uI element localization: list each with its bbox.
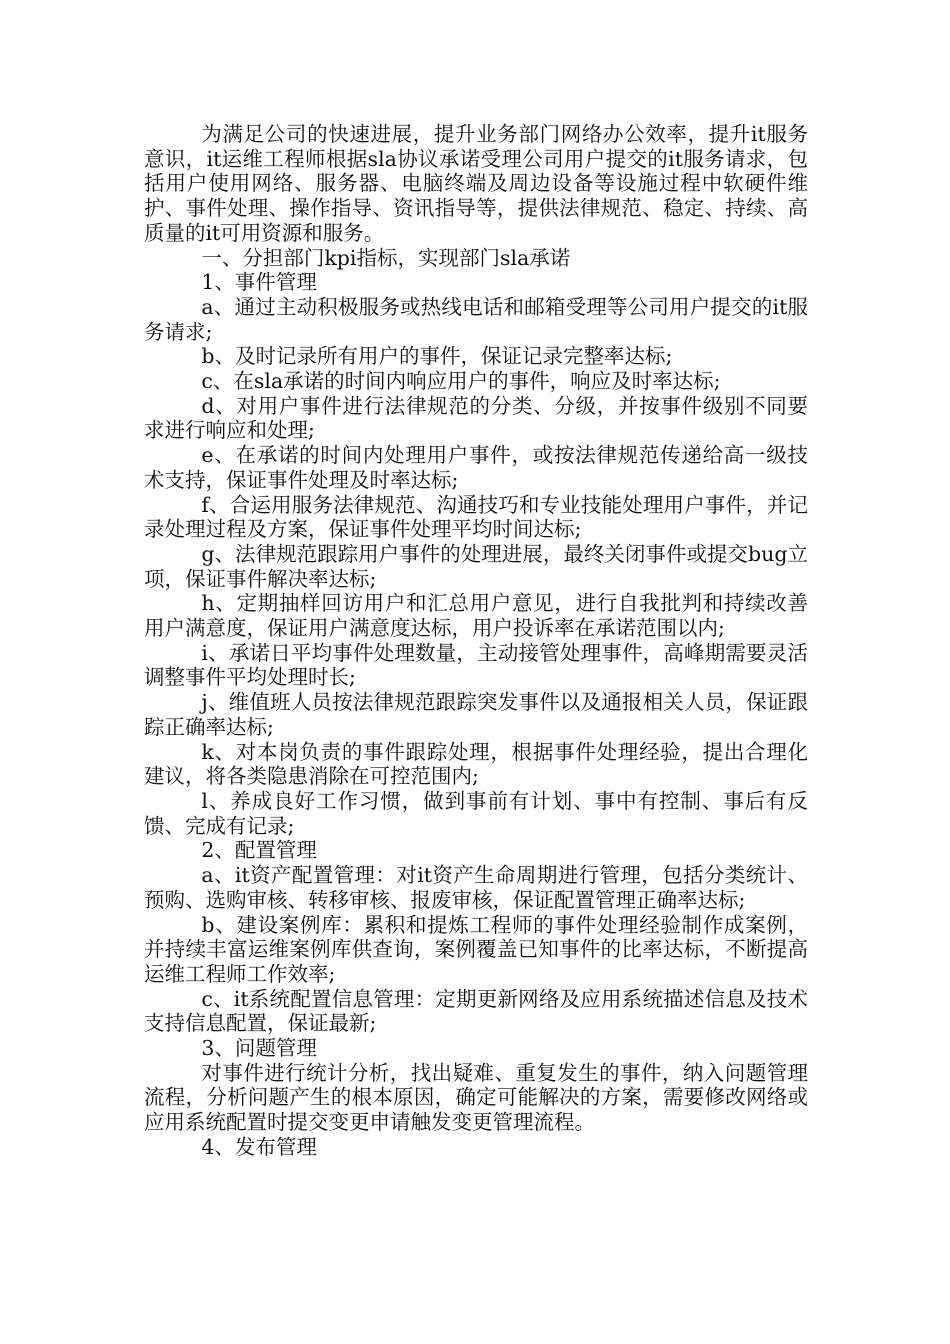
problem-paragraph: 对事件进行统计分析，找出疑难、重复发生的事件，纳入问题管理流程，分析问题产生的根本原因，确定可能解决的方案，需要修改网络或应用系统配置时提交变更申请触发变更管理流程。 — [144, 1060, 808, 1135]
incident-item-a: a、通过主动积极服务或热线电话和邮箱受理等公司用户提交的it服务请求; — [144, 294, 808, 344]
incident-item-e: e、在承诺的时间内处理用户事件，或按法律规范传递给高一级技术支持，保证事件处理及时率达标; — [144, 443, 808, 492]
config-item-a: a、it资产配置管理：对it资产生命周期进行管理，包括分类统计、预购、选购审核、转移审核、报废审核，保证配置管理正确率达标; — [144, 863, 808, 912]
incident-item-l: l、养成良好工作习惯，做到事前有计划、事中有控制、事后有反馈、完成有记录; — [144, 788, 808, 838]
incident-item-k: k、对本岗负责的事件跟踪处理，根据事件处理经验，提出合理化建议，将各类隐患消除在可控范围内; — [144, 739, 808, 789]
incident-item-j: j、维值班人员按法律规范跟踪突发事件以及通报相关人员，保证跟踪正确率达标; — [144, 690, 808, 739]
config-item-b: b、建设案例库：累积和提炼工程师的事件处理经验制作成案例，并持续丰富运维案例库供查询，案例覆盖已知事件的比率达标，不断提高运维工程师工作效率; — [144, 912, 808, 986]
section-heading-kpi: 一、分担部门kpi指标，实现部门sla承诺 — [201, 245, 571, 270]
incident-item-i: i、承诺日平均事件处理数量，主动接管处理事件，高峰期需要灵活调整事件平均处理时长; — [144, 640, 808, 690]
incident-item-f: f、合运用服务法律规范、沟通技巧和专业技能处理用户事件，并记录处理过程及方案，保证事件处理平均时间达标; — [144, 492, 808, 542]
incident-item-h: h、定期抽样回访用户和汇总用户意见，进行自我批判和持续改善用户满意度，保证用户满意度达标，用户投诉率在承诺范围以内; — [144, 591, 808, 641]
incident-item-c: c、在sla承诺的时间内响应用户的事件，响应及时率达标; — [201, 369, 721, 394]
subsection-heading-config: 2、配置管理 — [201, 838, 317, 863]
subsection-heading-incident: 1、事件管理 — [201, 270, 317, 295]
subsection-heading-release: 4、发布管理 — [201, 1134, 317, 1159]
incident-item-g: g、法律规范跟踪用户事件的处理进展，最终关闭事件或提交bug立项，保证事件解决率达标; — [144, 541, 808, 591]
subsection-heading-problem: 3、问题管理 — [201, 1036, 317, 1061]
incident-item-d: d、对用户事件进行法律规范的分类、分级，并按事件级别不同要求进行响应和处理; — [144, 393, 808, 443]
intro-paragraph: 为满足公司的快速进展，提升业务部门网络办公效率，提升it服务意识，it运维工程师根据sla协议承诺受理公司用户提交的it服务请求，包括用户使用网络、服务器、电脑终端及周边设备等设施过程中软硬件维护、事件处理、操作指导、资讯指导等，提供法律规范、稳定、持续、高质量的it可用资源和服务。 — [144, 122, 808, 245]
document-body — [144, 122, 808, 1160]
config-item-c: c、it系统配置信息管理：定期更新网络及应用系统描述信息及技术支持信息配置，保证最新; — [144, 986, 808, 1036]
incident-item-b: b、及时记录所有用户的事件，保证记录完整率达标; — [201, 344, 673, 369]
